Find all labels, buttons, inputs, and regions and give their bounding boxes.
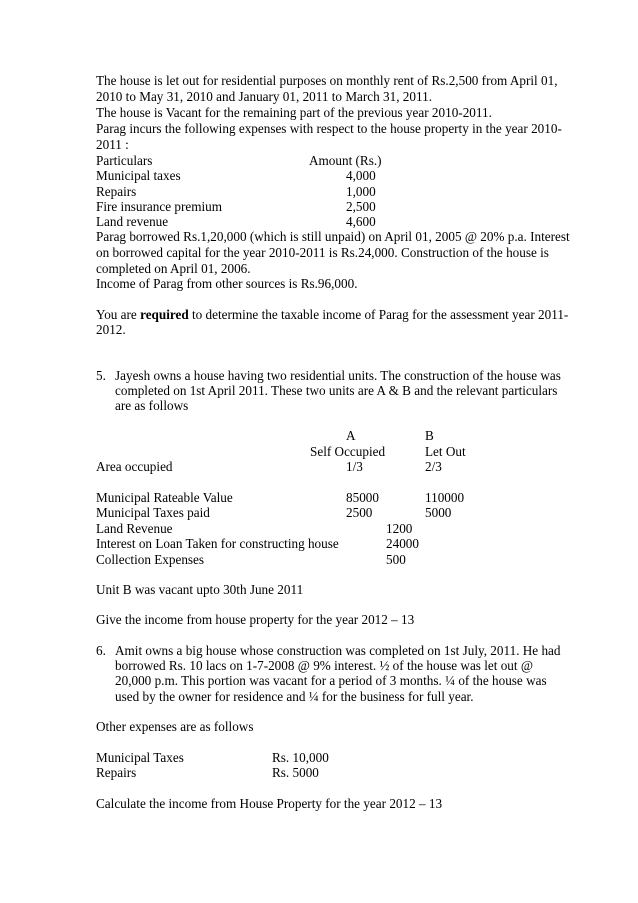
q6-expense-label: Repairs bbox=[96, 765, 137, 780]
required-post: to determine the taxable income of Parag for the assessment year 2011- bbox=[188, 307, 569, 322]
expenses-header-particulars: Particulars bbox=[96, 153, 153, 168]
intro-line: 2011 : bbox=[96, 137, 129, 152]
q6-line: Amit owns a big house whose construction was completed on 1st July, 2011. He had bbox=[115, 643, 561, 658]
expense-amount: 1,000 bbox=[346, 184, 376, 199]
q6-expense-label: Municipal Taxes bbox=[96, 750, 184, 765]
q5-line: are as follows bbox=[115, 398, 189, 413]
required-pre: You are bbox=[96, 307, 141, 322]
intro-after-line: on borrowed capital for the year 2010-2011 is Rs.24,000. Construction of the house is bbox=[96, 245, 549, 260]
q5-common-value: 1200 bbox=[386, 521, 413, 536]
intro-line: The house is Vacant for the remaining part of the previous year 2010-2011. bbox=[96, 105, 492, 120]
q6-line: borrowed Rs. 10 lacs on 1-7-2008 @ 9% interest. ½ of the house was let out @ bbox=[115, 658, 534, 673]
q6-line: used by the owner for residence and ¼ for the business for full year. bbox=[115, 689, 474, 704]
intro-line: 2010 to May 31, 2010 and January 01, 2011 to March 31, 2011. bbox=[96, 89, 432, 104]
intro-line: Parag incurs the following expenses with respect to the house property in the year 2010- bbox=[96, 121, 562, 136]
expenses-header-amount: Amount (Rs.) bbox=[309, 153, 382, 168]
q5-row-a: 2500 bbox=[346, 505, 373, 520]
expense-amount: 4,600 bbox=[346, 214, 376, 229]
q5-row-label: Municipal Taxes paid bbox=[96, 505, 210, 520]
expense-amount: 4,000 bbox=[346, 168, 376, 183]
q5-line: completed on 1st April 2011. These two units are A & B and the relevant particulars bbox=[115, 383, 558, 398]
q5-number: 5. bbox=[96, 368, 106, 383]
q5-common-label: Interest on Loan Taken for constructing house bbox=[96, 536, 339, 551]
q5-note: Unit B was vacant upto 30th June 2011 bbox=[96, 582, 304, 597]
q6-expense-amount: Rs. 5000 bbox=[272, 765, 319, 780]
required-bold: required bbox=[140, 307, 189, 322]
q5-row-b: 110000 bbox=[425, 490, 465, 505]
q5-row-label: Area occupied bbox=[96, 459, 173, 474]
q6-other-expenses: Other expenses are as follows bbox=[96, 719, 254, 734]
q6-line: 20,000 p.m. This portion was vacant for a period of 3 months. ¼ of the house was bbox=[115, 673, 547, 688]
intro-line: The house is let out for residential purposes on monthly rent of Rs.2,500 from April 01, bbox=[96, 73, 558, 88]
expense-amount: 2,500 bbox=[346, 199, 376, 214]
q5-common-value: 500 bbox=[386, 552, 406, 567]
q5-col-a: A bbox=[346, 428, 356, 443]
intro-after-line: completed on April 01, 2006. bbox=[96, 261, 251, 276]
expense-label: Repairs bbox=[96, 184, 137, 199]
q6-ask: Calculate the income from House Property for the year 2012 – 13 bbox=[96, 796, 443, 811]
q5-row-b: 2/3 bbox=[425, 459, 442, 474]
required-line bbox=[96, 307, 568, 322]
q5-col-b-sub: Let Out bbox=[425, 444, 466, 459]
intro-after-line: Income of Parag from other sources is Rs.96,000. bbox=[96, 276, 358, 291]
q5-col-b: B bbox=[425, 428, 434, 443]
q5-col-a-sub: Self Occupied bbox=[310, 444, 386, 459]
expense-label: Land revenue bbox=[96, 214, 169, 229]
q5-row-a: 85000 bbox=[346, 490, 379, 505]
expense-label: Fire insurance premium bbox=[96, 199, 222, 214]
q5-ask: Give the income from house property for the year 2012 – 13 bbox=[96, 612, 415, 627]
q6-expense-amount: Rs. 10,000 bbox=[272, 750, 329, 765]
q5-row-b: 5000 bbox=[425, 505, 452, 520]
required-line-2: 2012. bbox=[96, 322, 126, 337]
q5-row-a: 1/3 bbox=[346, 459, 363, 474]
q5-common-label: Land Revenue bbox=[96, 521, 173, 536]
q5-line: Jayesh owns a house having two residential units. The construction of the house was bbox=[115, 368, 561, 383]
expense-label: Municipal taxes bbox=[96, 168, 181, 183]
q6-number: 6. bbox=[96, 643, 106, 658]
q5-common-label: Collection Expenses bbox=[96, 552, 205, 567]
q5-row-label: Municipal Rateable Value bbox=[96, 490, 233, 505]
intro-after-line: Parag borrowed Rs.1,20,000 (which is still unpaid) on April 01, 2005 @ 20% p.a. Interest bbox=[96, 229, 570, 244]
q5-common-value: 24000 bbox=[386, 536, 419, 551]
